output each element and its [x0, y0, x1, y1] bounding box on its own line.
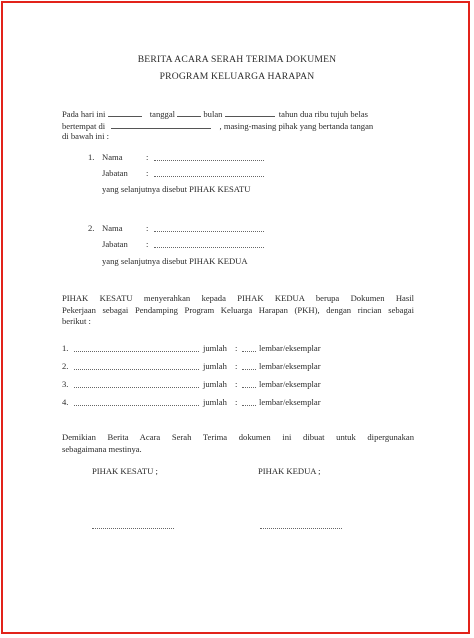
item-colon: : — [235, 361, 238, 371]
item-jumlah-label: jumlah — [203, 343, 227, 353]
item-number: 1. — [62, 343, 69, 353]
item-name-line — [74, 369, 199, 370]
signature-line-left — [92, 528, 174, 529]
intro-tahun: tahun dua ribu tujuh belas — [278, 109, 369, 119]
item-number: 2. — [62, 361, 69, 371]
item-unit: lembar/eksemplar — [259, 361, 321, 371]
party2-jabatan-label: Jabatan — [102, 239, 128, 249]
item-number: 4. — [62, 397, 69, 407]
signature-label-right: PIHAK KEDUA ; — [258, 466, 321, 476]
intro-masing: , masing-masing pihak yang bertanda tangan — [219, 121, 374, 131]
party1-jabatan-label: Jabatan — [102, 168, 128, 178]
item-unit: lembar/eksemplar — [259, 379, 321, 389]
party1-nama-line — [154, 160, 264, 161]
signature-line-right — [260, 528, 342, 529]
item-unit: lembar/eksemplar — [259, 343, 321, 353]
intro-bertempat: bertempat di — [62, 121, 106, 131]
tanggal-blank — [177, 108, 201, 117]
closing-line1: Demikian Berita Acara Serah Terima dokumen ini dibuat untuk dipergunakan — [62, 432, 414, 442]
item-colon: : — [235, 397, 238, 407]
intro-bulan: bulan — [203, 109, 223, 119]
intro-line3: di bawah ini : — [62, 131, 110, 141]
intro-line1 — [62, 108, 414, 120]
party1-number: 1. — [88, 152, 95, 162]
party2-nama-label: Nama — [102, 223, 123, 233]
item-name-line — [74, 405, 199, 406]
item-jumlah-label: jumlah — [203, 397, 227, 407]
signature-label-left: PIHAK KESATU ; — [92, 466, 158, 476]
closing-line2: sebagaimana mestinya. — [62, 444, 142, 454]
item-name-line — [74, 387, 199, 388]
party2-jabatan-colon: : — [146, 239, 149, 249]
party2-nama-line — [154, 231, 264, 232]
tempat-blank — [111, 120, 211, 129]
item-qty-line — [242, 387, 256, 388]
intro-pada-hari: Pada hari ini — [62, 109, 106, 119]
document-title-line1: BERITA ACARA SERAH TERIMA DOKUMEN — [137, 54, 337, 65]
item-number: 3. — [62, 379, 69, 389]
handover-line1: PIHAK KESATU menyerahkan kepada PIHAK KEDUA berupa Dokumen Hasil — [62, 293, 414, 303]
party1-jabatan-colon: : — [146, 168, 149, 178]
handover-line3: berikut : — [62, 316, 91, 326]
party1-jabatan-line — [154, 176, 264, 177]
party2-number: 2. — [88, 223, 95, 233]
item-qty-line — [242, 405, 256, 406]
item-unit: lembar/eksemplar — [259, 397, 321, 407]
item-jumlah-label: jumlah — [203, 361, 227, 371]
item-colon: : — [235, 343, 238, 353]
party1-nama-colon: : — [146, 152, 149, 162]
party2-nama-colon: : — [146, 223, 149, 233]
document-title-line2: PROGRAM KELUARGA HARAPAN — [159, 71, 315, 82]
party2-jabatan-line — [154, 247, 264, 248]
item-jumlah-label: jumlah — [203, 379, 227, 389]
party1-caption: yang selanjutnya disebut PIHAK KESATU — [102, 184, 251, 194]
item-colon: : — [235, 379, 238, 389]
party1-nama-label: Nama — [102, 152, 123, 162]
bulan-blank — [225, 108, 275, 117]
item-qty-line — [242, 351, 256, 352]
handover-line2: Pekerjaan sebagai Pendamping Program Keluarga Harapan (PKH), dengan rincian sebagai — [62, 305, 414, 315]
hari-blank — [108, 108, 142, 117]
item-qty-line — [242, 369, 256, 370]
intro-tanggal: tanggal — [149, 109, 176, 119]
item-name-line — [74, 351, 199, 352]
party2-caption: yang selanjutnya disebut PIHAK KEDUA — [102, 256, 248, 266]
